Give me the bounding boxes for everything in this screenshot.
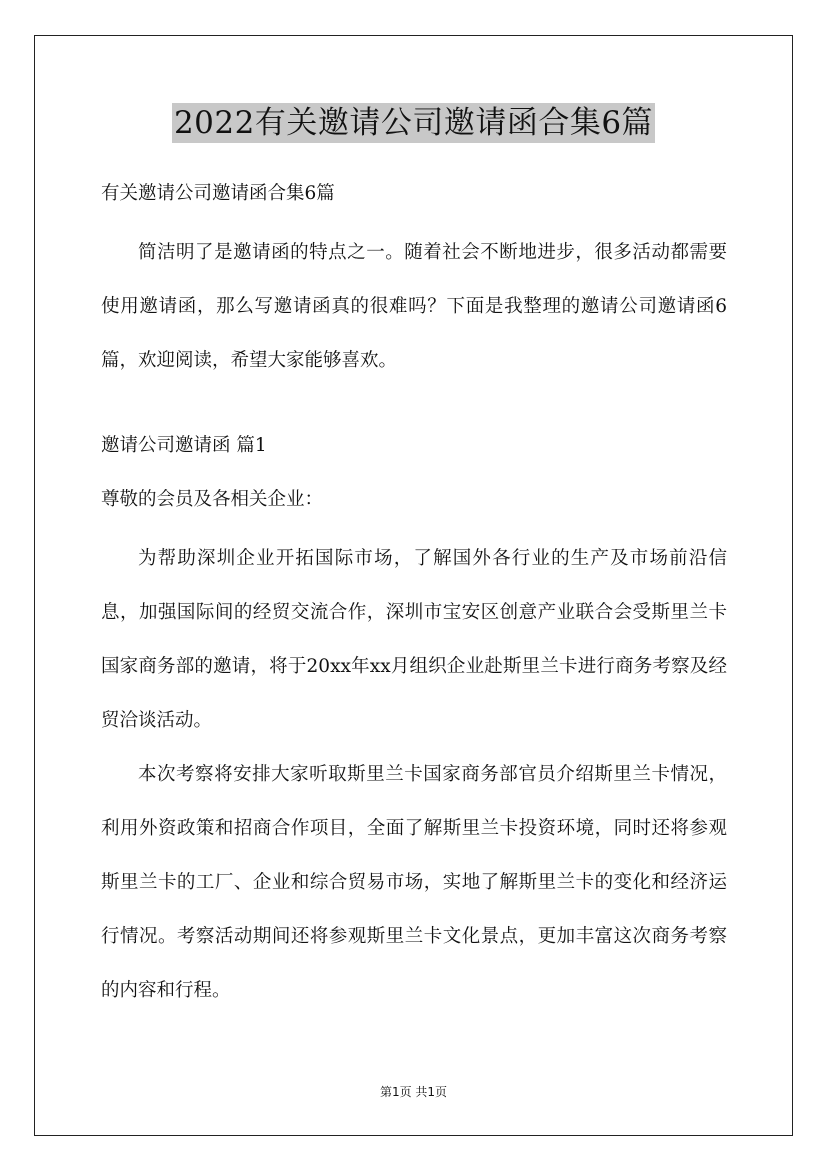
section-heading: 邀请公司邀请函 篇1 bbox=[101, 435, 267, 456]
document-body bbox=[101, 176, 727, 1018]
document-subtitle: 有关邀请公司邀请函合集6篇 bbox=[101, 183, 335, 204]
document-title: 2022有关邀请公司邀请函合集6篇 bbox=[173, 105, 654, 141]
intro-paragraph: 简洁明了是邀请函的特点之一。随着社会不断地进步，很多活动都需要使用邀请函，那么写邀请函真的很难吗？下面是我整理的邀请公司邀请函6篇，欢迎阅读，希望大家能够喜欢。 bbox=[101, 242, 727, 371]
body-paragraph-1: 为帮助深圳企业开拓国际市场，了解国外各行业的生产及市场前沿信息，加强国际间的经贸交流合作，深圳市宝安区创意产业联合会受斯里兰卡国家商务部的邀请，将于20xx年xx月组织企业赴斯里兰卡进行商务考察及经贸洽谈活动。 bbox=[101, 548, 727, 731]
title-container bbox=[0, 103, 827, 143]
page-footer: 第1页 共1页 bbox=[379, 1085, 448, 1099]
body-paragraph-2: 本次考察将安排大家听取斯里兰卡国家商务部官员介绍斯里兰卡情况，利用外资政策和招商合作项目，全面了解斯里兰卡投资环境，同时还将参观斯里兰卡的工厂、企业和综合贸易市场，实地了解斯里兰卡的变化和经济运行情况。考察活动期间还将参观斯里兰卡文化景点，更加丰富这次商务考察的内容和行程。 bbox=[101, 764, 727, 1001]
salutation: 尊敬的会员及各相关企业： bbox=[101, 489, 324, 510]
